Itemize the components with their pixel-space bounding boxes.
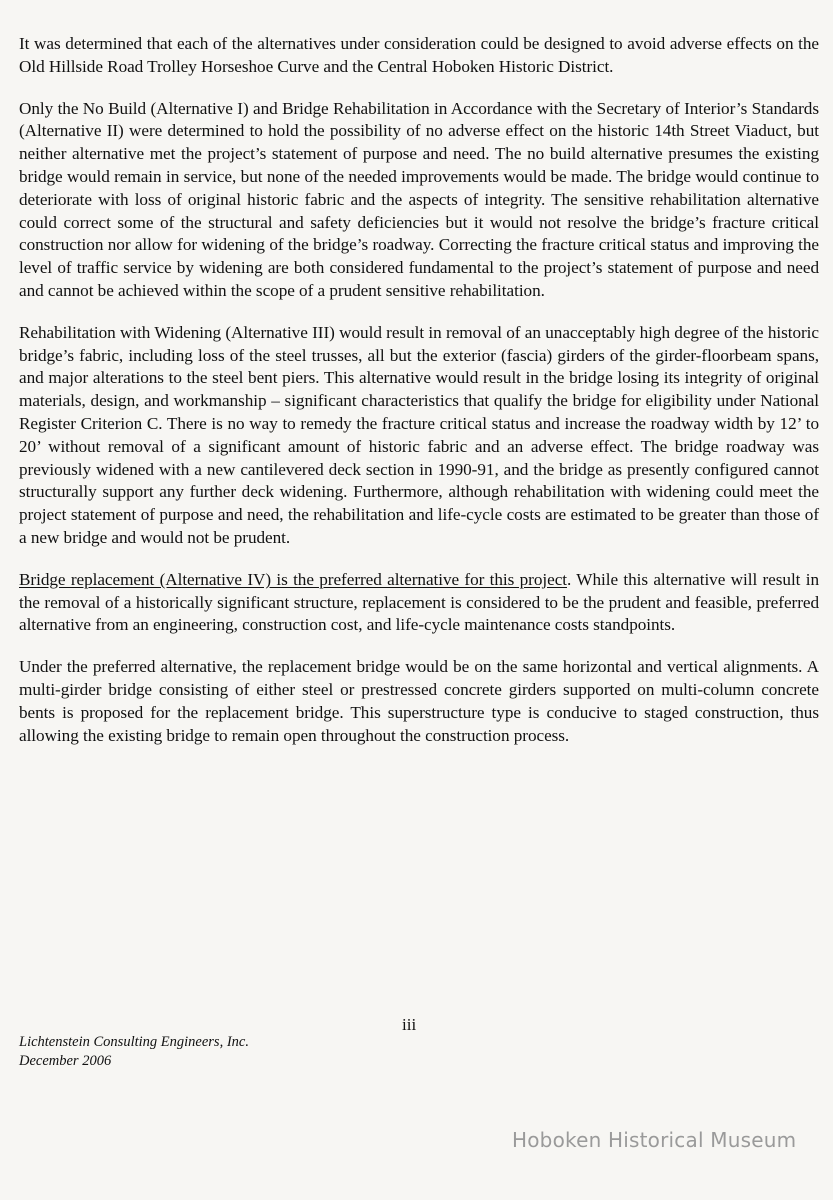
paragraph-rehabilitation-with-widening: Rehabilitation with Widening (Alternative III) would result in removal of an unacceptably high degree of the historic bridge’s fabric, including loss of the steel trusses, all but the exterior (fascia) girders of the girder-floorbeam spans, and major alterations to the steel bent piers. This alternative would result in the bridge losing its integrity of original materials, design, and workmanship – significant characteristics that qualify the bridge for eligibility under National Register Criterion C. There is no way to remedy the fracture critical status and increase the roadway width by 12’ to 20’ without removal of a significant amount of historic fabric and an adverse effect. The bridge roadway was previously widened with a new cantilevered deck section in 1990-91, and the bridge as presently configured cannot structurally support any further deck widening. Furthermore, although rehabilitation with widening could meet the project statement of purpose and need, the rehabilitation and life-cycle costs are estimated to be greater than those of a new bridge and would not be prudent. [19,322,819,547]
footer-date: December 2006 [19,1053,112,1069]
paragraph-replacement-bridge-design: Under the preferred alternative, the replacement bridge would be on the same horizontal and vertical alignments. A multi-girder bridge consisting of either steel or prestressed concrete girders supported on multi-column concrete bents is proposed for the replacement bridge. This superstructure type is conducive to staged construction, thus allowing the existing bridge to remain open throughout the construction process. [19,657,819,745]
paragraph-no-build-and-rehabilitation: Only the No Build (Alternative I) and Bridge Rehabilitation in Accordance with the Secretary of Interior’s Standards (Alternative II) were determined to hold the possibility of no adverse effect on the historic 14th Street Viaduct, but neither alternative met the project’s statement of purpose and need. The no build alternative presumes the existing bridge would remain in service, but none of the needed improvements would be made. The bridge would continue to deteriorate with loss of original historic fabric and the aspects of integrity. The sensitive rehabilitation alternative could correct some of the structural and safety deficiencies but it would not resolve the bridge’s fracture critical construction nor allow for widening of the bridge’s roadway. Correcting the fracture critical status and improving the level of traffic service by widening are both considered fundamental to the project’s statement of purpose and need and cannot be achieved within the scope of a prudent sensitive rehabilitation. [19,98,819,300]
footer [19,1033,249,1071]
preferred-alternative-rationale: . While this alternative will result in the removal of a historically significant structure, replacement is considered to be the prudent and feasible, preferred alternative from an engineering, construction cost, and life-cycle maintenance costs standpoints. [19,569,819,635]
body-text [19,33,819,767]
paragraph-preferred-alternative [19,569,819,637]
paragraph-avoid-adverse-effects: It was determined that each of the alternatives under consideration could be designed to avoid adverse effects on the Old Hillside Road Trolley Horseshoe Curve and the Central Hoboken Historic District. [19,34,819,76]
page-number: iii [402,1015,417,1034]
museum-watermark: Hoboken Historical Museum [512,1128,797,1152]
preferred-alternative-statement: Bridge replacement (Alternative IV) is the preferred alternative for this project [19,569,567,589]
footer-company: Lichtenstein Consulting Engineers, Inc. [19,1034,249,1050]
